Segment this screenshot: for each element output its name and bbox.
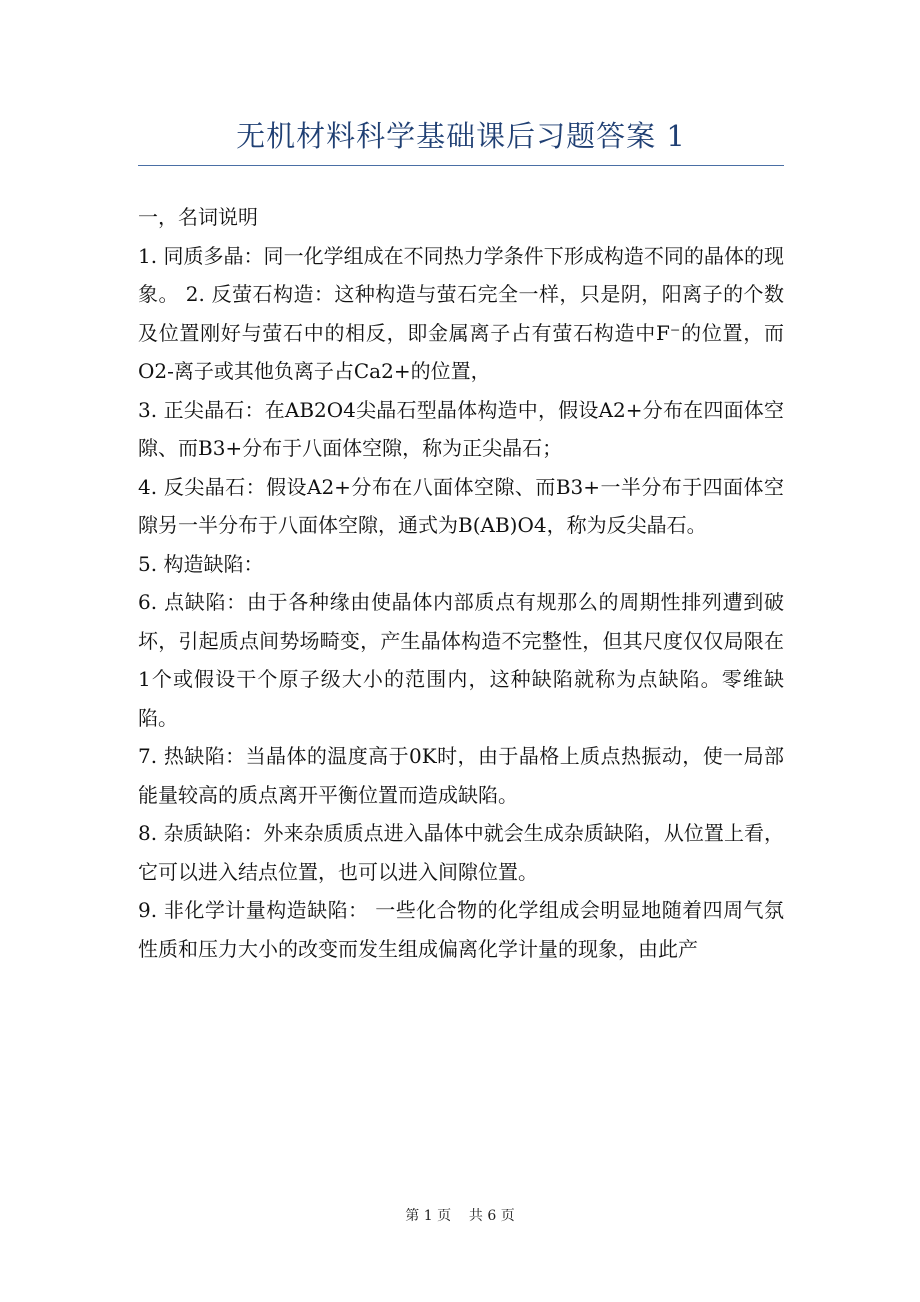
paragraph: 5. 构造缺陷： xyxy=(138,551,264,576)
document-title: 无机材料科学基础课后习题答案 1 xyxy=(236,119,686,153)
paragraph: 1. 同质多晶：同一化学组成在不同热力学条件下形成构造不同的晶体的现象。 2. 反萤石构造：这种构造与萤石完全一样，只是阴，阳离子的个数及位置刚好与萤石中的相反，即金属离子占有萤石构造中F⁻的位置，而O2-离子或其他负离子占Ca2+的位置， xyxy=(138,243,784,383)
paragraph: 4. 反尖晶石：假设A2+分布在八面体空隙、而B3+一半分布于四面体空隙另一半分布于八面体空隙，通式为B(AB)O4，称为反尖晶石。 xyxy=(138,474,784,537)
paragraph: 8. 杂质缺陷：外来杂质质点进入晶体中就会生成杂质缺陷，从位置上看，它可以进入结点位置，也可以进入间隙位置。 xyxy=(138,821,784,884)
paragraph: 3. 正尖晶石：在AB2O4尖晶石型晶体构造中，假设A2+分布在四面体空隙、而B3+分布于八面体空隙，称为正尖晶石； xyxy=(138,397,784,460)
paragraph: 6. 点缺陷：由于各种缘由使晶体内部质点有规那么的周期性排列遭到破坏，引起质点间势场畸变，产生晶体构造不完整性，但其尺度仅仅局限在1个或假设干个原子级大小的范围内，这种缺陷就称为点缺陷。零维缺陷。 xyxy=(138,590,784,730)
page-number-label: 第 1 页 共 6 页 xyxy=(405,1208,515,1224)
page-footer xyxy=(0,1206,920,1226)
paragraph: 7. 热缺陷：当晶体的温度高于0K时，由于晶格上质点热振动，使一局部能量较高的质点离开平衡位置而造成缺陷。 xyxy=(138,744,784,807)
document-body xyxy=(138,198,784,968)
section-heading: 一，名词说明 xyxy=(138,205,258,229)
title-divider xyxy=(138,165,784,166)
paragraph: 9. 非化学计量构造缺陷： 一些化合物的化学组成会明显地随着四周气氛性质和压力大小的改变而发生组成偏离化学计量的现象，由此产 xyxy=(138,898,784,961)
